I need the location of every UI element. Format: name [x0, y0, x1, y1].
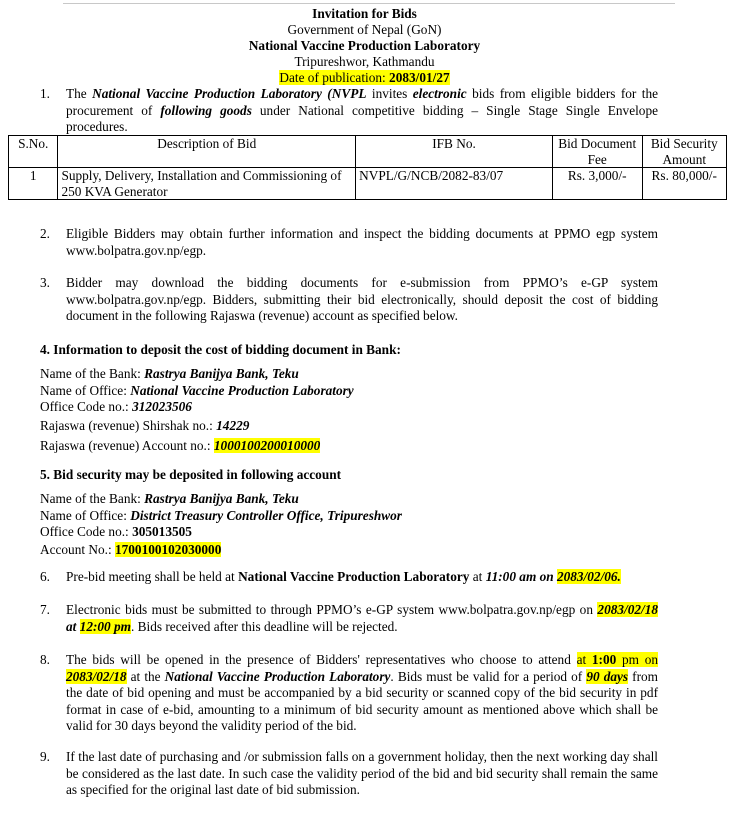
col-header-sno: S.No. [9, 136, 58, 168]
item-4-shirshak: Rajaswa (revenue) Shirshak no.: 14229 [40, 418, 250, 433]
item-8-number: 8. [40, 652, 50, 667]
table-row [9, 168, 727, 200]
item-4-office: Name of Office: National Vaccine Production Laboratory [40, 383, 354, 398]
organization-name: National Vaccine Production Laboratory [248, 38, 481, 53]
item-4-bank: Name of the Bank: Rastrya Banijya Bank, Teku [40, 366, 299, 381]
top-rule [63, 3, 675, 4]
item-4-office-code: Office Code no.: 312023506 [40, 399, 192, 414]
table-header-row [9, 136, 727, 168]
item-4-heading: 4. Information to deposit the cost of bidding document in Bank: [40, 342, 401, 357]
item-4-account: Rajaswa (revenue) Account no.: 1000100200010000 [40, 438, 321, 453]
item-8-text: The bids will be opened in the presence of Bidders' representatives who choose to attend at 1:00 pm on 2083/02/18 at the National Vaccine Production Laboratory. Bids must be valid for a period of 90 days from the date of bid opening and must be accompanied by a bid security or scanned copy of the bid security in pdf format in case of e-bid, amounting to a minimum of bid security amount as mentioned above which shall be valid for 30 days beyond the validity period of the bid. [66, 652, 659, 733]
item-5-heading: 5. Bid security may be deposited in following account [40, 467, 342, 482]
cell-ifb: NVPL/G/NCB/2082-83/07 [356, 168, 553, 200]
item-1-text: The National Vaccine Production Laboratory (NVPL invites electronic bids from eligible bidders for the procurement of following goods under National competitive bidding – Single Stage Single Envelope procedures. [66, 86, 659, 134]
publication-date-label: Date of publication: [279, 70, 390, 85]
item-7-number: 7. [40, 602, 50, 617]
government-name: Government of Nepal (GoN) [287, 22, 442, 37]
item-9-text: If the last date of purchasing and /or submission falls on a government holiday, then the next working day shall be considered as the last date. In such case the validity period of the bid and bid security shall remain the same as specified for the original last date of bid submission. [66, 749, 658, 797]
cell-security: Rs. 80,000/- [642, 168, 727, 200]
col-header-security: Bid Security Amount [642, 136, 727, 168]
notice-title: Invitation for Bids [312, 6, 417, 21]
cell-description: Supply, Delivery, Installation and Commissioning of 250 KVA Generator [58, 168, 356, 200]
item-5-account: Account No.: 1700100102030000 [40, 542, 222, 557]
item-2-number: 2. [40, 226, 50, 241]
cell-sno: 1 [9, 168, 58, 200]
col-header-fee: Bid Document Fee [552, 136, 642, 168]
organization-location: Tripureshwor, Kathmandu [294, 54, 435, 69]
item-7-text: Electronic bids must be submitted to through PPMO’s e-GP system www.bolpatra.gov.np/egp on 2083/02/18 at 12:00 pm. Bids received after this deadline will be rejected. [66, 602, 658, 634]
item-3-number: 3. [40, 275, 50, 290]
col-header-description: Description of Bid [58, 136, 356, 168]
item-9-number: 9. [40, 749, 50, 764]
item-5-office: Name of Office: District Treasury Controller Office, Tripureshwor [40, 508, 402, 523]
item-6-number: 6. [40, 569, 50, 584]
bids-table [8, 135, 727, 200]
item-6-text: Pre-bid meeting shall be held at National Vaccine Production Laboratory at 11:00 am on 2083/02/06. [66, 569, 621, 584]
item-5-bank: Name of the Bank: Rastrya Banijya Bank, Teku [40, 491, 299, 506]
item-2-text: Eligible Bidders may obtain further information and inspect the bidding documents at PPMO egp system www.bolpatra.gov.np/egp. [66, 226, 658, 258]
col-header-ifb: IFB No. [356, 136, 553, 168]
item-1-number: 1. [40, 86, 50, 101]
item-5-office-code: Office Code no.: 305013505 [40, 524, 192, 539]
item-3-text: Bidder may download the bidding documents for e-submission from PPMO’s e-GP system www.bolpatra.gov.np/egp. Bidders, submitting their bid electronically, should deposit the cost of bidding document in the following Rajaswa (revenue) account as specified below. [66, 275, 658, 323]
publication-date-value: 2083/01/27 [389, 70, 450, 85]
publication-date [0, 70, 729, 87]
cell-fee: Rs. 3,000/- [552, 168, 642, 200]
